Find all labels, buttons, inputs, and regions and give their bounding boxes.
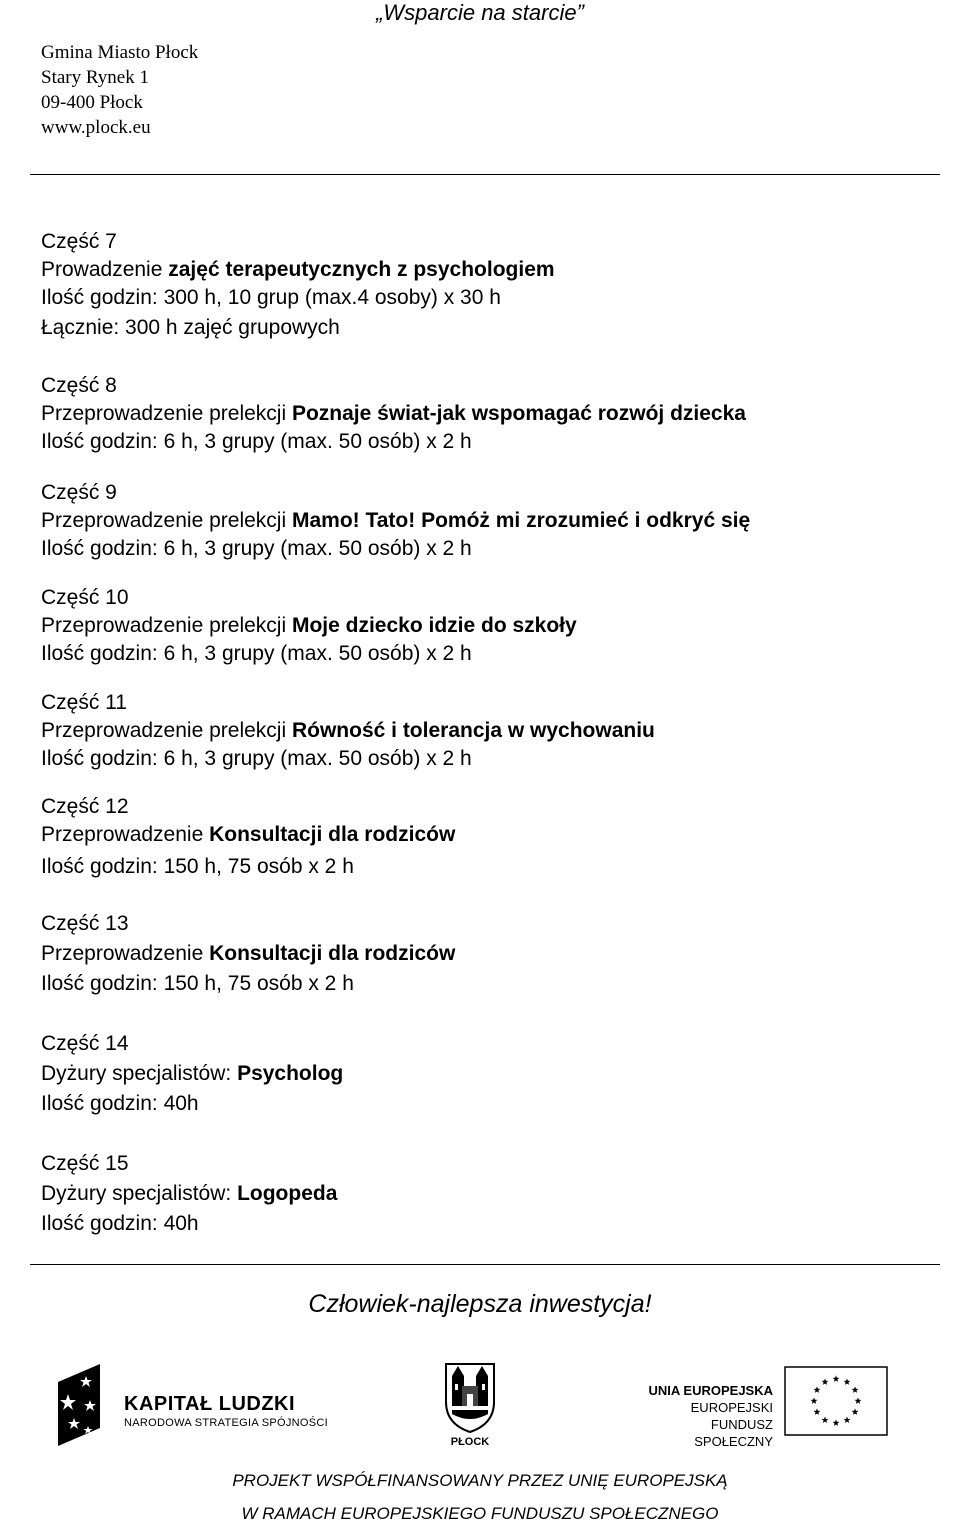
address-line: Stary Rynek 1 bbox=[41, 67, 149, 88]
description-prefix: Przeprowadzenie prelekcji bbox=[41, 509, 292, 532]
description-topic: Moje dziecko idzie do szkoły bbox=[291, 614, 577, 637]
address-block bbox=[41, 40, 198, 140]
description-topic: zajęć terapeutycznych z psychologiem bbox=[168, 258, 555, 281]
eu-line-2: EUROPEJSKI bbox=[690, 1400, 773, 1415]
section-title: Część 15 bbox=[41, 1152, 129, 1175]
description-prefix: Przeprowadzenie prelekcji bbox=[41, 402, 292, 425]
slogan: Człowiek-najlepsza inwestycja! bbox=[308, 1290, 652, 1318]
description-prefix: Przeprowadzenie prelekcji bbox=[41, 614, 292, 637]
description-topic: Mamo! Tato! Pomóż mi zrozumieć i odkryć się bbox=[291, 509, 751, 532]
description-prefix: Przeprowadzenie bbox=[41, 823, 210, 846]
description-prefix: Dyżury specjalistów: bbox=[41, 1182, 238, 1205]
eu-flag-icon bbox=[784, 1366, 888, 1436]
description-topic: Logopeda bbox=[237, 1182, 338, 1205]
section-detail: Ilość godzin: 6 h, 3 grupy (max. 50 osób) x 2 h bbox=[41, 747, 472, 770]
section-title: Część 9 bbox=[41, 481, 117, 504]
project-title: „Wsparcie na starcie” bbox=[376, 0, 584, 25]
section-detail: Ilość godzin: 150 h, 75 osób x 2 h bbox=[41, 972, 354, 995]
section-detail: Ilość godzin: 40h bbox=[41, 1212, 199, 1235]
section-description bbox=[41, 821, 455, 849]
section-description bbox=[41, 717, 655, 745]
footer-line-1: PROJEKT WSPÓŁFINANSOWANY PRZEZ UNIĘ EUROPEJSKĄ bbox=[232, 1471, 728, 1490]
section-detail: Ilość godzin: 40h bbox=[41, 1092, 199, 1115]
description-prefix: Prowadzenie bbox=[41, 258, 169, 281]
kapital-ludzki-subtitle: NARODOWA STRATEGIA SPÓJNOŚCI bbox=[124, 1417, 328, 1429]
section-description bbox=[41, 1060, 343, 1088]
description-topic: Konsultacji dla rodziców bbox=[209, 823, 456, 846]
section-description bbox=[41, 400, 746, 428]
description-prefix: Dyżury specjalistów: bbox=[41, 1062, 238, 1085]
section-part-7 bbox=[41, 228, 555, 342]
section-title: Część 13 bbox=[41, 912, 129, 935]
section-part-9 bbox=[41, 479, 750, 563]
section-detail: Ilość godzin: 150 h, 75 osób x 2 h bbox=[41, 855, 354, 878]
section-description bbox=[41, 612, 577, 640]
address-line: www.plock.eu bbox=[41, 117, 151, 138]
section-title: Część 12 bbox=[41, 795, 129, 818]
section-title: Część 8 bbox=[41, 374, 117, 397]
address-line: 09-400 Płock bbox=[41, 92, 143, 113]
section-part-11 bbox=[41, 689, 655, 773]
section-detail: Ilość godzin: 6 h, 3 grupy (max. 50 osób) x 2 h bbox=[41, 430, 472, 453]
description-prefix: Przeprowadzenie prelekcji bbox=[41, 719, 292, 742]
section-part-14 bbox=[41, 1030, 343, 1118]
section-part-10 bbox=[41, 584, 577, 668]
kapital-ludzki-emblem-icon bbox=[52, 1364, 106, 1448]
footer-line-2: W RAMACH EUROPEJSKIEGO FUNDUSZU SPOŁECZNEGO bbox=[241, 1504, 719, 1523]
eu-logo-text bbox=[640, 1382, 773, 1450]
plock-label: PŁOCK bbox=[450, 1436, 490, 1448]
section-title: Część 11 bbox=[41, 691, 127, 714]
section-detail: Ilość godzin: 300 h, 10 grup (max.4 osoby) x 30 h bbox=[41, 286, 501, 309]
description-topic: Poznaje świat-jak wspomagać rozwój dziecka bbox=[291, 402, 746, 425]
section-part-13 bbox=[41, 910, 455, 998]
section-part-8 bbox=[41, 372, 746, 456]
section-title: Część 14 bbox=[41, 1032, 129, 1055]
section-part-15 bbox=[41, 1150, 337, 1238]
description-prefix: Przeprowadzenie bbox=[41, 942, 210, 965]
section-part-12 bbox=[41, 793, 455, 881]
description-topic: Psycholog bbox=[237, 1062, 344, 1085]
footer-divider bbox=[30, 1264, 940, 1265]
section-detail: Ilość godzin: 6 h, 3 grupy (max. 50 osób) x 2 h bbox=[41, 537, 472, 560]
section-description bbox=[41, 1180, 337, 1208]
section-title: Część 10 bbox=[41, 586, 129, 609]
section-detail: Łącznie: 300 h zajęć grupowych bbox=[41, 316, 340, 339]
plock-coat-of-arms-icon bbox=[444, 1362, 496, 1434]
section-detail: Ilość godzin: 6 h, 3 grupy (max. 50 osób) x 2 h bbox=[41, 642, 472, 665]
eu-line-3: FUNDUSZ SPOŁECZNY bbox=[694, 1417, 773, 1449]
description-topic: Konsultacji dla rodziców bbox=[209, 942, 456, 965]
address-line: Gmina Miasto Płock bbox=[41, 42, 199, 63]
description-topic: Równość i tolerancja w wychowaniu bbox=[291, 719, 655, 742]
kapital-ludzki-logo-text bbox=[124, 1392, 328, 1430]
section-description bbox=[41, 507, 750, 535]
section-description bbox=[41, 256, 555, 284]
header-divider bbox=[30, 174, 940, 175]
section-title: Część 7 bbox=[41, 230, 117, 253]
section-description bbox=[41, 940, 455, 968]
kapital-ludzki-title: KAPITAŁ LUDZKI bbox=[124, 1393, 296, 1415]
eu-line-1: UNIA EUROPEJSKA bbox=[648, 1383, 773, 1398]
